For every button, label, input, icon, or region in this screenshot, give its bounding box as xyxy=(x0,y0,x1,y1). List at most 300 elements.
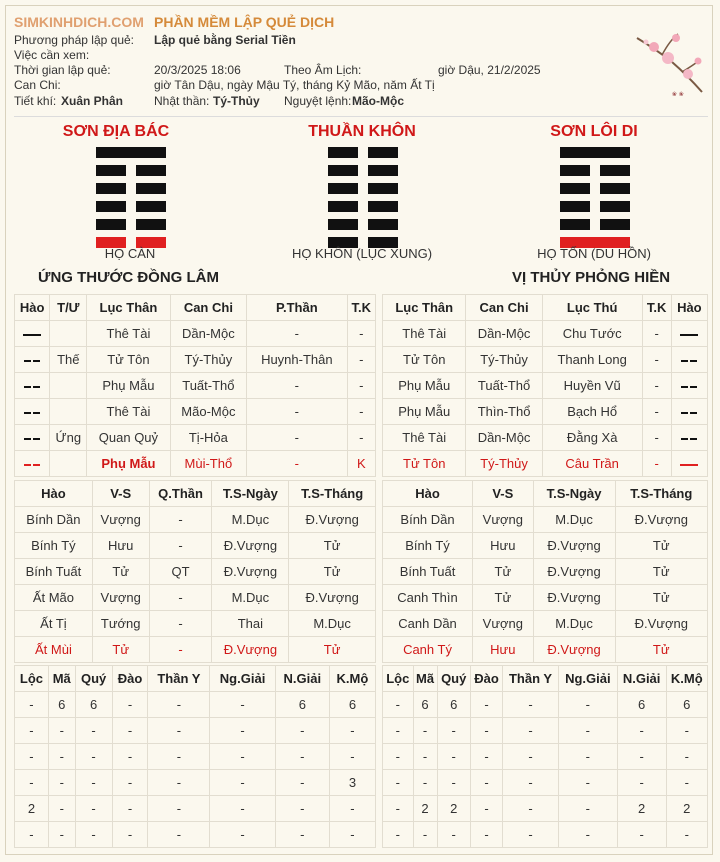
yin-line-left xyxy=(96,183,126,194)
the-ung-cell xyxy=(50,321,87,347)
tuan-khong-cell: - xyxy=(347,425,375,451)
column-header: Lục Thân xyxy=(383,295,466,321)
column-header: Q.Thần xyxy=(149,481,212,507)
yin-line-left xyxy=(560,219,590,230)
yin-segment xyxy=(24,386,31,388)
divider xyxy=(14,116,708,117)
column-header: T.S-Tháng xyxy=(615,481,707,507)
table-cell: Tử xyxy=(615,533,707,559)
table-cell: - xyxy=(437,770,470,796)
the-ung-cell xyxy=(50,399,87,425)
table-row xyxy=(15,425,376,451)
table-cell: - xyxy=(437,718,470,744)
column-header: Mã xyxy=(48,666,75,692)
hexagram-line xyxy=(560,201,630,212)
yin-line-right xyxy=(600,219,630,230)
table-cell: Đ.Vượng xyxy=(533,585,615,611)
tuan-khong-cell: - xyxy=(347,321,375,347)
yang-line xyxy=(96,147,166,158)
can-chi-cell: Mão-Mộc xyxy=(170,399,246,425)
table-cell: Bính Tý xyxy=(15,533,93,559)
yin-line-symbol xyxy=(671,425,707,451)
can-chi-cell: Tý-Thủy xyxy=(170,347,246,373)
can-chi-cell: Tuất-Thổ xyxy=(466,373,542,399)
table-cell: - xyxy=(413,770,437,796)
table-cell: - xyxy=(470,770,502,796)
column-header: N.Giải xyxy=(275,666,329,692)
lunar-value: giờ Dậu, 21/2/2025 xyxy=(438,63,541,77)
table-cell: 3 xyxy=(329,770,375,796)
yin-segment xyxy=(681,360,688,362)
tuan-khong-cell: - xyxy=(642,451,671,477)
table-cell: 6 xyxy=(437,692,470,718)
column-header: Quý xyxy=(75,666,112,692)
luc-than-cell: Thê Tài xyxy=(87,399,170,425)
table-cell: Tử xyxy=(289,559,376,585)
luc-than-cell: Tử Tôn xyxy=(383,347,466,373)
table-cell: Bính Dần xyxy=(15,507,93,533)
table-row xyxy=(383,796,708,822)
table-cell: 6 xyxy=(275,692,329,718)
canchi-value: giờ Tân Dậu, ngày Mậu Tý, tháng Kỷ Mão, năm Ất Tị xyxy=(154,78,435,92)
table-cell: - xyxy=(383,718,414,744)
yin-line-left xyxy=(328,165,358,176)
table-cell: Ất Mão xyxy=(15,585,93,611)
table-cell: - xyxy=(149,533,212,559)
table-cell: Canh Dần xyxy=(383,611,473,637)
phuc-than-cell: - xyxy=(247,425,347,451)
table-row xyxy=(15,637,376,663)
table-cell: - xyxy=(558,770,617,796)
table-cell: - xyxy=(470,796,502,822)
table-cell: - xyxy=(329,796,375,822)
table-cell: - xyxy=(48,822,75,848)
luc-than-cell: Tử Tôn xyxy=(87,347,170,373)
can-chi-cell: Dần-Mộc xyxy=(170,321,246,347)
luc-than-cell: Thê Tài xyxy=(383,425,466,451)
table-cell: - xyxy=(470,822,502,848)
table-cell: Ất Mùi xyxy=(15,637,93,663)
table-cell: - xyxy=(666,822,708,848)
table-cell: Đ.Vượng xyxy=(212,559,289,585)
column-header: Thần Y xyxy=(148,666,210,692)
can-chi-cell: Dần-Mộc xyxy=(466,425,542,451)
table-row xyxy=(383,770,708,796)
table-cell: Bính Tuất xyxy=(15,559,93,585)
column-header: Lộc xyxy=(15,666,49,692)
time-value: 20/3/2025 18:06 xyxy=(154,63,241,77)
table-cell: - xyxy=(15,822,49,848)
table-row xyxy=(15,373,376,399)
the-ung-cell xyxy=(50,451,87,477)
table-cell: Vượng xyxy=(92,585,149,611)
yin-line-left xyxy=(96,201,126,212)
hexagram-2-symbol xyxy=(328,147,398,255)
yin-segment xyxy=(33,438,40,440)
table-cell: - xyxy=(148,744,210,770)
table-cell: - xyxy=(210,718,275,744)
table-cell: - xyxy=(75,796,112,822)
table-cell: Thai xyxy=(212,611,289,637)
table-cell: - xyxy=(275,744,329,770)
table-cell: - xyxy=(75,718,112,744)
yin-segment xyxy=(24,360,31,362)
can-chi-cell: Tị-Hỏa xyxy=(170,425,246,451)
table-cell: - xyxy=(383,796,414,822)
can-chi-cell: Thìn-Thổ xyxy=(466,399,542,425)
table-cell: 6 xyxy=(413,692,437,718)
yin-segment xyxy=(681,412,688,414)
column-header: Lục Thú xyxy=(542,295,642,321)
phuc-than-cell: - xyxy=(247,399,347,425)
hexagram-line xyxy=(96,165,166,176)
table-cell: Tử xyxy=(615,559,707,585)
table-cell: Canh Thìn xyxy=(383,585,473,611)
table-cell: Đ.Vượng xyxy=(533,533,615,559)
the-ung-cell xyxy=(50,373,87,399)
tuan-khong-cell: - xyxy=(642,399,671,425)
table-cell: QT xyxy=(149,559,212,585)
table-cell: - xyxy=(149,637,212,663)
solar-term-value: Xuân Phân xyxy=(61,94,124,108)
phuc-than-cell: - xyxy=(247,321,347,347)
table-cell: - xyxy=(210,692,275,718)
table-cell: - xyxy=(413,744,437,770)
table-cell: - xyxy=(617,822,666,848)
hexagram-line xyxy=(328,201,398,212)
hexagram-3-name: SƠN LÔI DI xyxy=(550,123,638,140)
column-header: Ng.Giải xyxy=(210,666,275,692)
table-cell: - xyxy=(617,770,666,796)
column-header: T.S-Ngày xyxy=(533,481,615,507)
table-cell: - xyxy=(112,744,148,770)
day-god-label: Nhật thần: xyxy=(154,94,210,108)
yin-segment xyxy=(33,386,40,388)
table-cell: - xyxy=(210,770,275,796)
table-row xyxy=(15,559,376,585)
table-cell: - xyxy=(558,744,617,770)
luc-thu-cell: Huyền Vũ xyxy=(542,373,642,399)
yin-segment xyxy=(690,412,697,414)
table-cell: - xyxy=(148,718,210,744)
yin-segment xyxy=(33,412,40,414)
column-header: T.K xyxy=(347,295,375,321)
table-cell: Tướng xyxy=(92,611,149,637)
table-cell: - xyxy=(148,796,210,822)
yin-line-right xyxy=(600,183,630,194)
table-thansat-right xyxy=(382,665,708,848)
hexagram-2-family: HỌ KHÔN (LỤC XUNG) xyxy=(291,246,433,261)
table-cell: - xyxy=(112,718,148,744)
table-cell: Bính Tý xyxy=(383,533,473,559)
yang-line xyxy=(560,147,630,158)
hexagram-line xyxy=(328,219,398,230)
table-row xyxy=(15,744,376,770)
column-header: T.S-Tháng xyxy=(289,481,376,507)
plum-blossom-icon xyxy=(632,30,707,100)
table-row xyxy=(15,796,376,822)
table-cell: - xyxy=(503,796,559,822)
yin-line-left xyxy=(328,183,358,194)
table-cell: - xyxy=(383,692,414,718)
hexagram-3-symbol xyxy=(560,147,630,255)
luc-than-cell: Thê Tài xyxy=(383,321,466,347)
hexagram-line xyxy=(96,219,166,230)
hexagram-line xyxy=(560,219,630,230)
yin-line-left xyxy=(560,165,590,176)
hexagram-2-name: THUẦN KHÔN xyxy=(308,123,416,140)
table-cell: M.Dục xyxy=(289,611,376,637)
yin-segment xyxy=(681,386,688,388)
table-cell: - xyxy=(275,796,329,822)
yin-line-right xyxy=(136,201,166,212)
yin-line-left xyxy=(560,183,590,194)
table-cell: Tử xyxy=(615,585,707,611)
yin-segment xyxy=(681,438,688,440)
table-row xyxy=(383,744,708,770)
column-header: T.S-Ngày xyxy=(212,481,289,507)
table-cell: - xyxy=(210,796,275,822)
column-header: K.Mộ xyxy=(329,666,375,692)
yin-line-left xyxy=(328,147,358,158)
table-cell: - xyxy=(149,611,212,637)
right-title: VỊ THỦY PHỎNG HIỀN xyxy=(512,269,671,286)
table-row xyxy=(383,822,708,848)
table-cell: - xyxy=(413,822,437,848)
table-cell: - xyxy=(383,770,414,796)
yin-line-symbol xyxy=(15,451,50,477)
table-row xyxy=(383,718,708,744)
yin-segment xyxy=(33,360,40,362)
table-cell: M.Dục xyxy=(212,507,289,533)
table-cell: Đ.Vượng xyxy=(212,637,289,663)
table-cell: - xyxy=(149,585,212,611)
table-cell: - xyxy=(48,744,75,770)
can-chi-cell: Tuất-Thổ xyxy=(170,373,246,399)
table-cell: Tử xyxy=(473,585,534,611)
table-cell: Hưu xyxy=(473,533,534,559)
yin-line-symbol xyxy=(671,347,707,373)
hexagram-line xyxy=(96,201,166,212)
hexagram-line xyxy=(96,147,166,158)
luc-than-cell: Tử Tôn xyxy=(383,451,466,477)
table-cell: Bính Tuất xyxy=(383,559,473,585)
phuc-than-cell: - xyxy=(247,451,347,477)
table-header-row xyxy=(15,295,376,321)
table-cell: - xyxy=(666,744,708,770)
table-cell: 6 xyxy=(329,692,375,718)
hexagram-line xyxy=(560,147,630,158)
yin-line-right xyxy=(136,219,166,230)
table-cell: Bính Dần xyxy=(383,507,473,533)
solar-term-label: Tiết khí: xyxy=(14,94,57,108)
table-cell: - xyxy=(470,744,502,770)
table-row xyxy=(15,399,376,425)
luc-thu-cell: Bạch Hổ xyxy=(542,399,642,425)
table-cell: 6 xyxy=(617,692,666,718)
table-cell: - xyxy=(15,744,49,770)
yin-line-symbol xyxy=(15,425,50,451)
yin-line-symbol xyxy=(15,373,50,399)
table-cell: Đ.Vượng xyxy=(615,611,707,637)
table-vuongsuy-left xyxy=(14,480,376,663)
table-row xyxy=(15,585,376,611)
hexagram-1-name: SƠN ĐỊA BÁC xyxy=(62,123,170,140)
table-cell: Tử xyxy=(92,559,149,585)
table-row xyxy=(383,451,708,477)
column-header: T/Ư xyxy=(50,295,87,321)
table-row xyxy=(15,451,376,477)
table-lucthan-left xyxy=(14,294,376,477)
column-header: Quý xyxy=(437,666,470,692)
day-god-value: Tý-Thủy xyxy=(213,94,260,108)
table-row xyxy=(383,373,708,399)
table-cell: Đ.Vượng xyxy=(615,507,707,533)
hexagram-3-family: HỌ TỐN (DU HỒN) xyxy=(537,246,651,261)
lunar-label: Theo Âm Lịch: xyxy=(284,63,362,77)
table-cell: - xyxy=(275,770,329,796)
table-cell: Vượng xyxy=(473,611,534,637)
table-cell: - xyxy=(112,796,148,822)
table-cell: - xyxy=(617,744,666,770)
table-cell: - xyxy=(470,718,502,744)
yin-line-symbol xyxy=(671,373,707,399)
luc-than-cell: Quan Quỷ xyxy=(87,425,170,451)
column-header: Can Chi xyxy=(466,295,542,321)
table-cell: - xyxy=(112,770,148,796)
phuc-than-cell: - xyxy=(247,373,347,399)
tuan-khong-cell: - xyxy=(347,347,375,373)
can-chi-cell: Tý-Thủy xyxy=(466,347,542,373)
the-ung-cell: Ứng xyxy=(50,425,87,451)
yang-line-symbol xyxy=(671,321,707,347)
column-header: Ng.Giải xyxy=(558,666,617,692)
column-header: Đào xyxy=(112,666,148,692)
yin-line-symbol xyxy=(671,399,707,425)
table-cell: Tử xyxy=(92,637,149,663)
yin-segment xyxy=(690,438,697,440)
table-cell: Tử xyxy=(615,637,707,663)
site-name[interactable]: SIMKINHDICH.COM xyxy=(14,14,144,30)
table-cell: Vượng xyxy=(92,507,149,533)
matter-label: Việc cần xem: xyxy=(14,48,90,62)
yin-line-left xyxy=(96,219,126,230)
table-row xyxy=(383,507,708,533)
month-order-value: Mão-Mộc xyxy=(352,94,404,108)
yin-line-right xyxy=(368,147,398,158)
tuan-khong-cell: - xyxy=(347,399,375,425)
table-row xyxy=(383,692,708,718)
yin-line-right xyxy=(368,183,398,194)
hexagram-line xyxy=(328,165,398,176)
hexagram-line xyxy=(560,165,630,176)
hexagram-line xyxy=(328,183,398,194)
table-cell: - xyxy=(112,822,148,848)
luc-than-cell: Thê Tài xyxy=(87,321,170,347)
hexagram-line xyxy=(328,147,398,158)
column-header: Mã xyxy=(413,666,437,692)
table-cell: - xyxy=(75,770,112,796)
table-header-row xyxy=(15,666,376,692)
table-cell: Hưu xyxy=(473,637,534,663)
table-thansat-left xyxy=(14,665,376,848)
table-cell: 2 xyxy=(413,796,437,822)
luc-thu-cell: Chu Tước xyxy=(542,321,642,347)
left-title: ỨNG THƯỚC ĐỒNG LÂM xyxy=(38,269,220,286)
table-cell: - xyxy=(148,692,210,718)
table-cell: - xyxy=(503,770,559,796)
yin-segment xyxy=(24,464,31,466)
yang-line-symbol xyxy=(671,451,707,477)
table-cell: - xyxy=(617,718,666,744)
table-cell: Đ.Vượng xyxy=(289,585,376,611)
table-row xyxy=(383,559,708,585)
yang-line-symbol xyxy=(15,321,50,347)
method-value: Lập quẻ bằng Serial Tiền xyxy=(154,33,296,47)
luc-than-cell: Phụ Mẫu xyxy=(87,451,170,477)
yang-line xyxy=(680,464,698,466)
luc-thu-cell: Câu Trần xyxy=(542,451,642,477)
luc-than-cell: Phụ Mẫu xyxy=(383,399,466,425)
table-cell: - xyxy=(437,822,470,848)
table-cell: - xyxy=(148,770,210,796)
table-cell: - xyxy=(503,692,559,718)
yin-line-right xyxy=(368,219,398,230)
table-cell: 2 xyxy=(666,796,708,822)
tuan-khong-cell: - xyxy=(642,347,671,373)
luc-thu-cell: Đằng Xà xyxy=(542,425,642,451)
table-cell: Đ.Vượng xyxy=(533,559,615,585)
column-header: Hào xyxy=(15,295,50,321)
table-cell: - xyxy=(558,692,617,718)
yang-line xyxy=(680,334,698,336)
table-cell: Vượng xyxy=(473,507,534,533)
yin-segment xyxy=(33,464,40,466)
month-order-label: Nguyệt lệnh: xyxy=(284,94,352,108)
table-cell: - xyxy=(75,744,112,770)
canchi-label: Can Chi: xyxy=(14,78,61,92)
table-cell: - xyxy=(558,796,617,822)
table-cell: 6 xyxy=(48,692,75,718)
yin-segment xyxy=(24,438,31,440)
table-vuongsuy-right xyxy=(382,480,708,663)
table-cell: 6 xyxy=(666,692,708,718)
table-cell: M.Dục xyxy=(533,507,615,533)
column-header: T.K xyxy=(642,295,671,321)
table-lucthan-right xyxy=(382,294,708,477)
table-cell: - xyxy=(470,692,502,718)
the-ung-cell: Thế xyxy=(50,347,87,373)
yang-line xyxy=(23,334,41,336)
table-cell: - xyxy=(148,822,210,848)
table-row xyxy=(383,399,708,425)
can-chi-cell: Tý-Thủy xyxy=(466,451,542,477)
yin-line-right xyxy=(368,165,398,176)
table-row xyxy=(383,637,708,663)
yin-line-right xyxy=(136,165,166,176)
yin-line-symbol xyxy=(15,399,50,425)
table-cell: - xyxy=(275,718,329,744)
table-cell: 2 xyxy=(15,796,49,822)
yin-segment xyxy=(690,360,697,362)
table-cell: - xyxy=(210,822,275,848)
table-cell: - xyxy=(666,718,708,744)
table-row xyxy=(383,425,708,451)
table-cell: - xyxy=(275,822,329,848)
table-row xyxy=(15,507,376,533)
table-cell: - xyxy=(413,718,437,744)
column-header: Lộc xyxy=(383,666,414,692)
